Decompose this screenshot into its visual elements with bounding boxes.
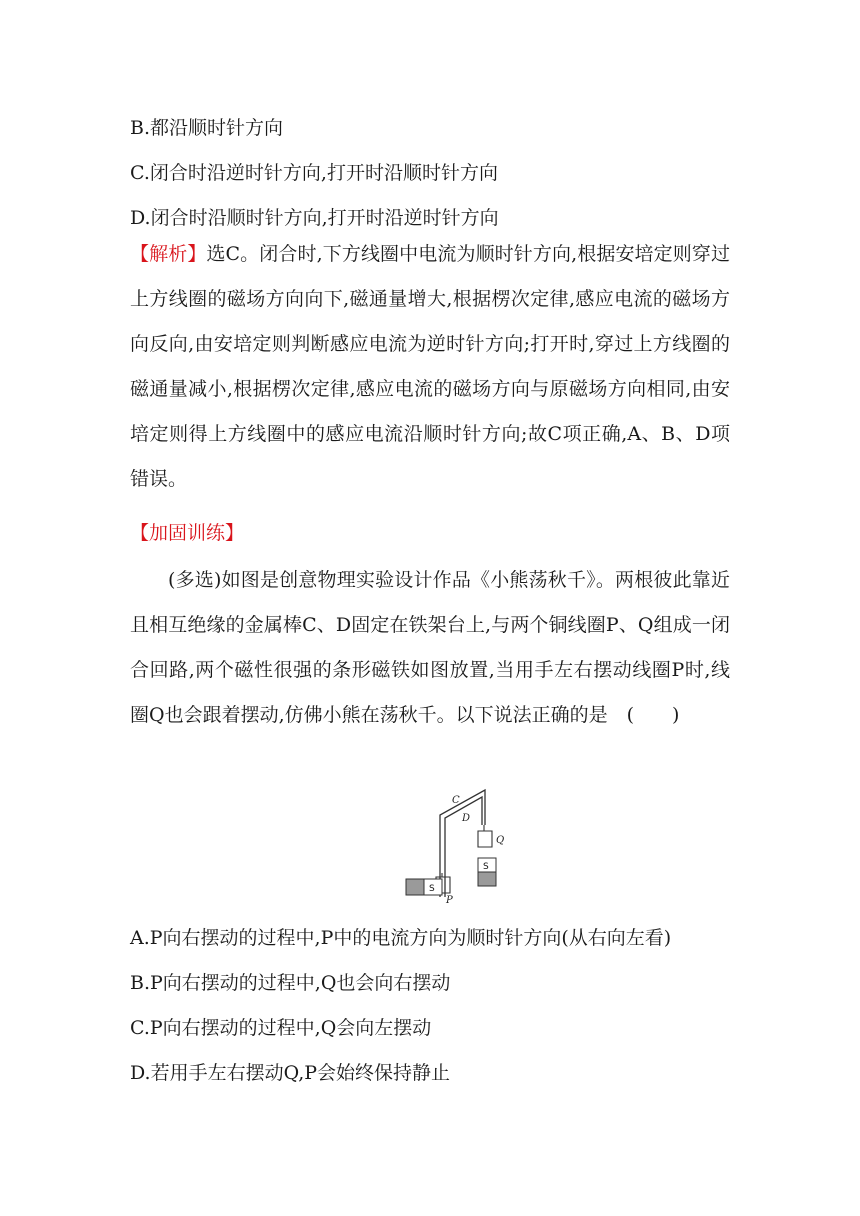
reinforce-tag: 【加固训练】 [130,522,245,544]
question-stem: (多选)如图是创意物理实验设计作品《小熊荡秋千》。两根彼此靠近且相互绝缘的金属棒C、D固定在铁架台上,与两个铜线圈P、Q组成一闭合回路,两个磁性很强的条形磁铁如图放置,当用手左右摆动线圈P时,线圈Q也会跟着摆动,仿佛小熊在荡秋千。以下说法正确的是 ( ) [130,569,730,726]
option-d: D.若用手左右摆动Q,P会始终保持静止 [130,1062,451,1084]
label-s-right: S [483,862,489,872]
label-c: C [452,795,460,806]
option-b: B.P向右摆动的过程中,Q也会向右摆动 [130,972,451,994]
option-c: C.P向右摆动的过程中,Q会向左摆动 [130,1017,432,1039]
analysis-text: 选C。闭合时,下方线圈中电流为顺时针方向,根据安培定则穿过上方线圈的磁场方向向下,磁通量增大,根据楞次定律,感应电流的磁场方向反向,由安培定则判断感应电流为逆时针方向;打开时,穿过上方线圈的磁通量减小,根据楞次定律,感应电流的磁场方向与原磁场方向相同,由安培定则得上方线圈中的感应电流沿顺时针方向;故C项正确,A、B、D项错误。 [130,243,730,490]
prev-option-d: D.闭合时沿顺时针方向,打开时沿逆时针方向 [130,207,499,229]
analysis-paragraph [130,232,730,502]
label-p: P [446,895,453,906]
option-a: A.P向右摆动的过程中,P中的电流方向为顺时针方向(从右向左看) [130,927,672,949]
prev-option-c: C.闭合时沿逆时针方向,打开时沿顺时针方向 [130,162,498,184]
label-d: D [462,813,471,824]
swing-apparatus-figure [400,785,510,907]
reinforce-heading [130,521,740,545]
label-s-left: S [429,884,435,894]
label-q: Q [496,835,505,846]
prev-option-b: B.都沿顺时针方向 [130,117,284,139]
analysis-tag: 【解析】 [130,243,207,265]
